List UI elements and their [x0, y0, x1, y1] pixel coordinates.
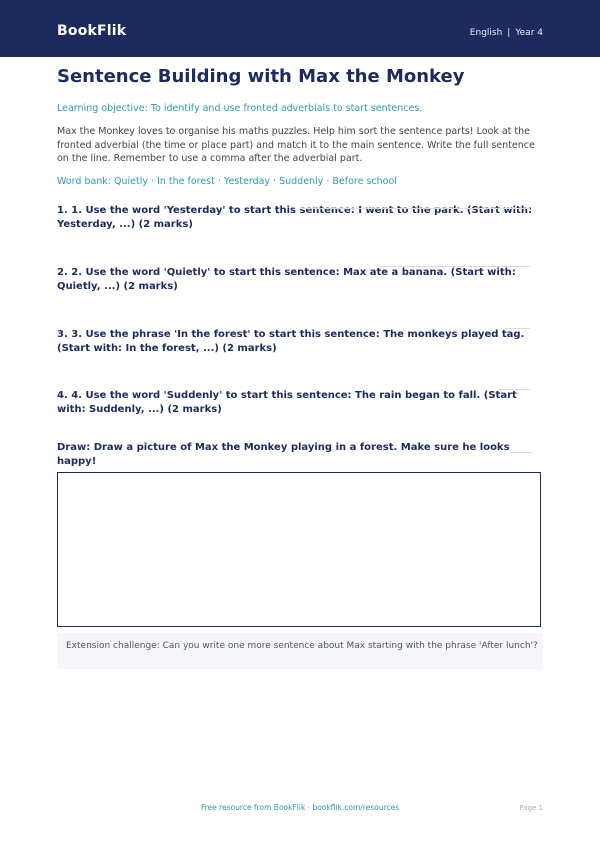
- draw-prompt: Draw: Draw a picture of Max the Monkey playing in a forest. Make sure he looks happy!: [57, 442, 510, 467]
- word-bank-item: In the forest: [157, 175, 215, 187]
- answer-line[interactable]: [300, 208, 530, 209]
- page-number: Page 1: [519, 804, 543, 812]
- extension-challenge: Extension challenge: Can you write one more sentence about Max starting with the phrase 'After lunch'?: [57, 633, 543, 669]
- brand-logo[interactable]: BookFlik: [57, 23, 127, 39]
- worksheet-intro: [57, 66, 543, 188]
- subject-year: [470, 28, 543, 38]
- word-bank-label: Word bank:: [57, 175, 112, 187]
- question-2: 2. 2. Use the word 'Quietly' to start this sentence: Max ate a banana. (Start with: Quietly, ...) (2 marks): [57, 267, 516, 292]
- drawing-area[interactable]: [57, 472, 541, 627]
- word-bank: Word bank: Quietly · In the forest · Yesterday · Suddenly · Before school: [57, 175, 397, 187]
- word-bank-item: Suddenly: [279, 175, 324, 187]
- question-1: 1. 1. Use the word 'Yesterday' to start this sentence: I went to the park. (Start with: Yesterday, ...) (2 marks): [57, 205, 532, 230]
- question-4: 4. 4. Use the word 'Suddenly' to start this sentence: The rain began to fall. (Start with: Suddenly, ...) (2 marks): [57, 390, 517, 415]
- learning-objective: Learning objective: To identify and use fronted adverbials to start sentences.: [57, 103, 423, 114]
- site-header: [0, 0, 600, 57]
- meta-separator: |: [507, 28, 511, 38]
- word-bank-item: Before school: [332, 175, 397, 187]
- page-title: Sentence Building with Max the Monkey: [57, 66, 465, 87]
- answer-line[interactable]: [505, 328, 530, 329]
- answer-line[interactable]: [500, 389, 530, 390]
- answer-line[interactable]: [380, 266, 530, 267]
- word-bank-item: Quietly: [114, 175, 149, 187]
- question-3: 3. 3. Use the phrase 'In the forest' to start this sentence: The monkeys played tag. (Start with: In the forest, ...) (2 marks): [57, 329, 525, 354]
- word-bank-item: Yesterday: [223, 175, 271, 187]
- footer-link[interactable]: Free resource from BookFlik · bookflik.com/resources: [200, 803, 400, 812]
- subject-label: English: [469, 28, 503, 38]
- answer-line: [510, 452, 532, 453]
- instructions: Max the Monkey loves to organise his maths puzzles. Help him sort the sentence parts! Look at the fronted adverbial (the time or place part) and match it to the main sentence. Write the full sentence on the line. Remember to use a comma after the adverbial part.: [57, 126, 535, 164]
- year-label: Year 4: [515, 28, 543, 38]
